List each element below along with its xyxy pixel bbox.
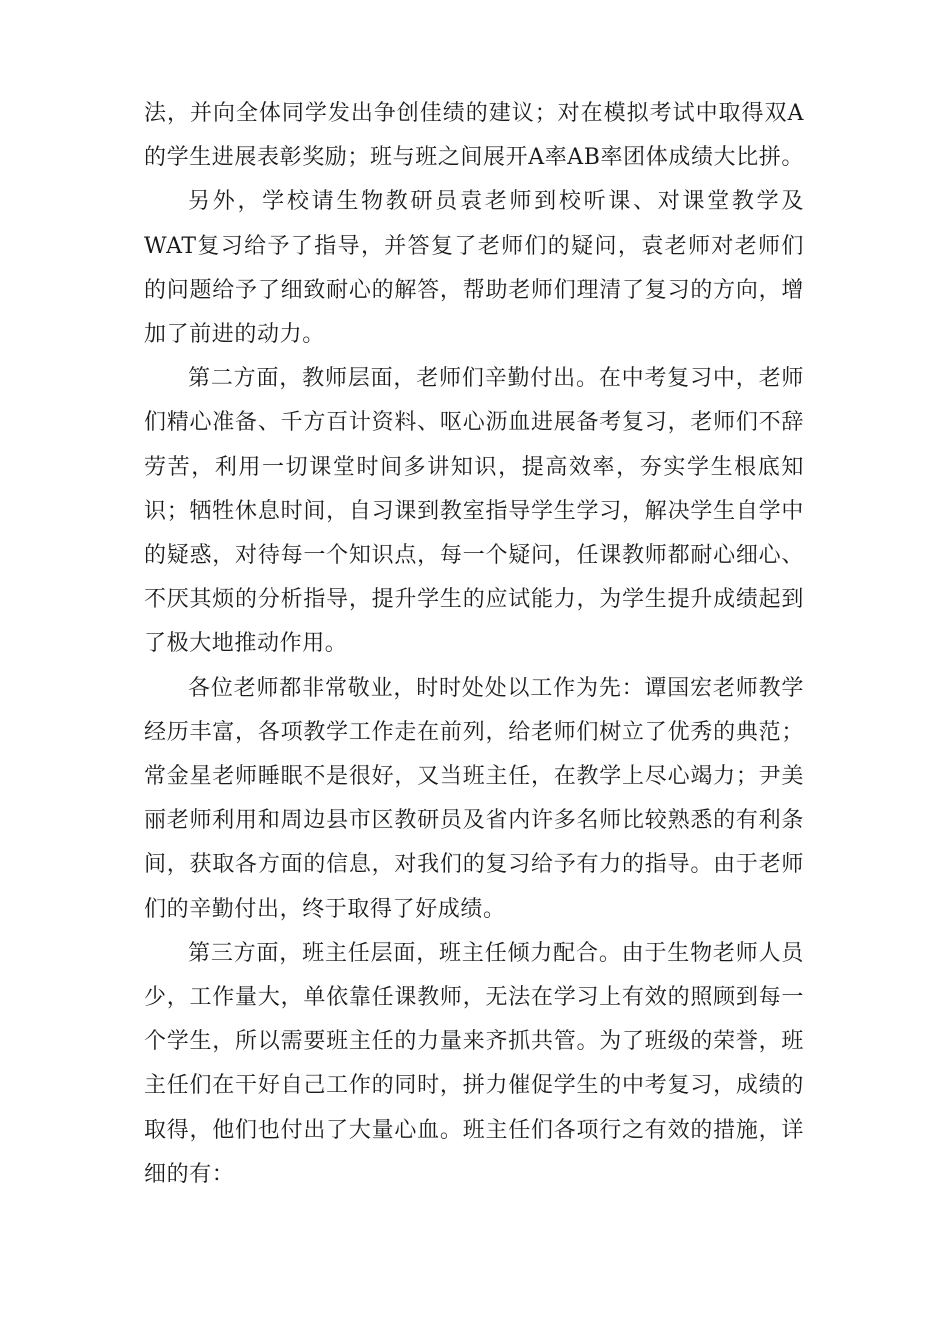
paragraph-guidance: 另外，学校请生物教研员袁老师到校听课、对课堂教学及WAT复习给予了指导，并答复了老师们的疑问，袁老师对老师们的问题给予了细致耐心的解答，帮助老师们理清了复习的方向，增加了前进的动力。 [144,189,804,348]
paragraph-teacher-level: 第二方面，教师层面，老师们辛勤付出。在中考复习中，老师们精心准备、千方百计资料、呕心沥血进展备考复习，老师们不辞劳苦，利用一切课堂时间多讲知识，提高效率，夯实学生根底知识；牺牲休息时间，自习课到教室指导学生学习，解决学生自学中的疑惑，对待每一个知识点，每一个疑问，任课教师都耐心细心、不厌其烦的分析指导，提升学生的应试能力，为学生提升成绩起到了极大地推动作用。 [144,366,804,657]
paragraph-continuation: 法，并向全体同学发出争创佳绩的建议；对在模拟考试中取得双A的学生进展表彰奖励；班与班之间展开A率AB率团体成绩大比拼。 [144,101,804,171]
paragraph-teacher-dedication: 各位老师都非常敬业，时时处处以工作为先：谭国宏老师教学经历丰富，各项教学工作走在前列，给老师们树立了优秀的典范；常金星老师睡眠不是很好，又当班主任，在教学上尽心竭力；尹美丽老师利用和周边县市区教研员及省内许多名师比较熟悉的有利条间，获取各方面的信息，对我们的复习给予有力的指导。由于老师们的辛勤付出，终于取得了好成绩。 [144,675,804,922]
document-body [144,92,804,1197]
paragraph-head-teacher-level: 第三方面，班主任层面，班主任倾力配合。由于生物老师人员少，工作量大，单依靠任课教师，无法在学习上有效的照顾到每一个学生，所以需要班主任的力量来齐抓共管。为了班级的荣誉，班主任们在干好自己工作的同时，拼力催促学生的中考复习，成绩的取得，他们也付出了大量心血。班主任们各项行之有效的措施，详细的有： [144,940,804,1187]
